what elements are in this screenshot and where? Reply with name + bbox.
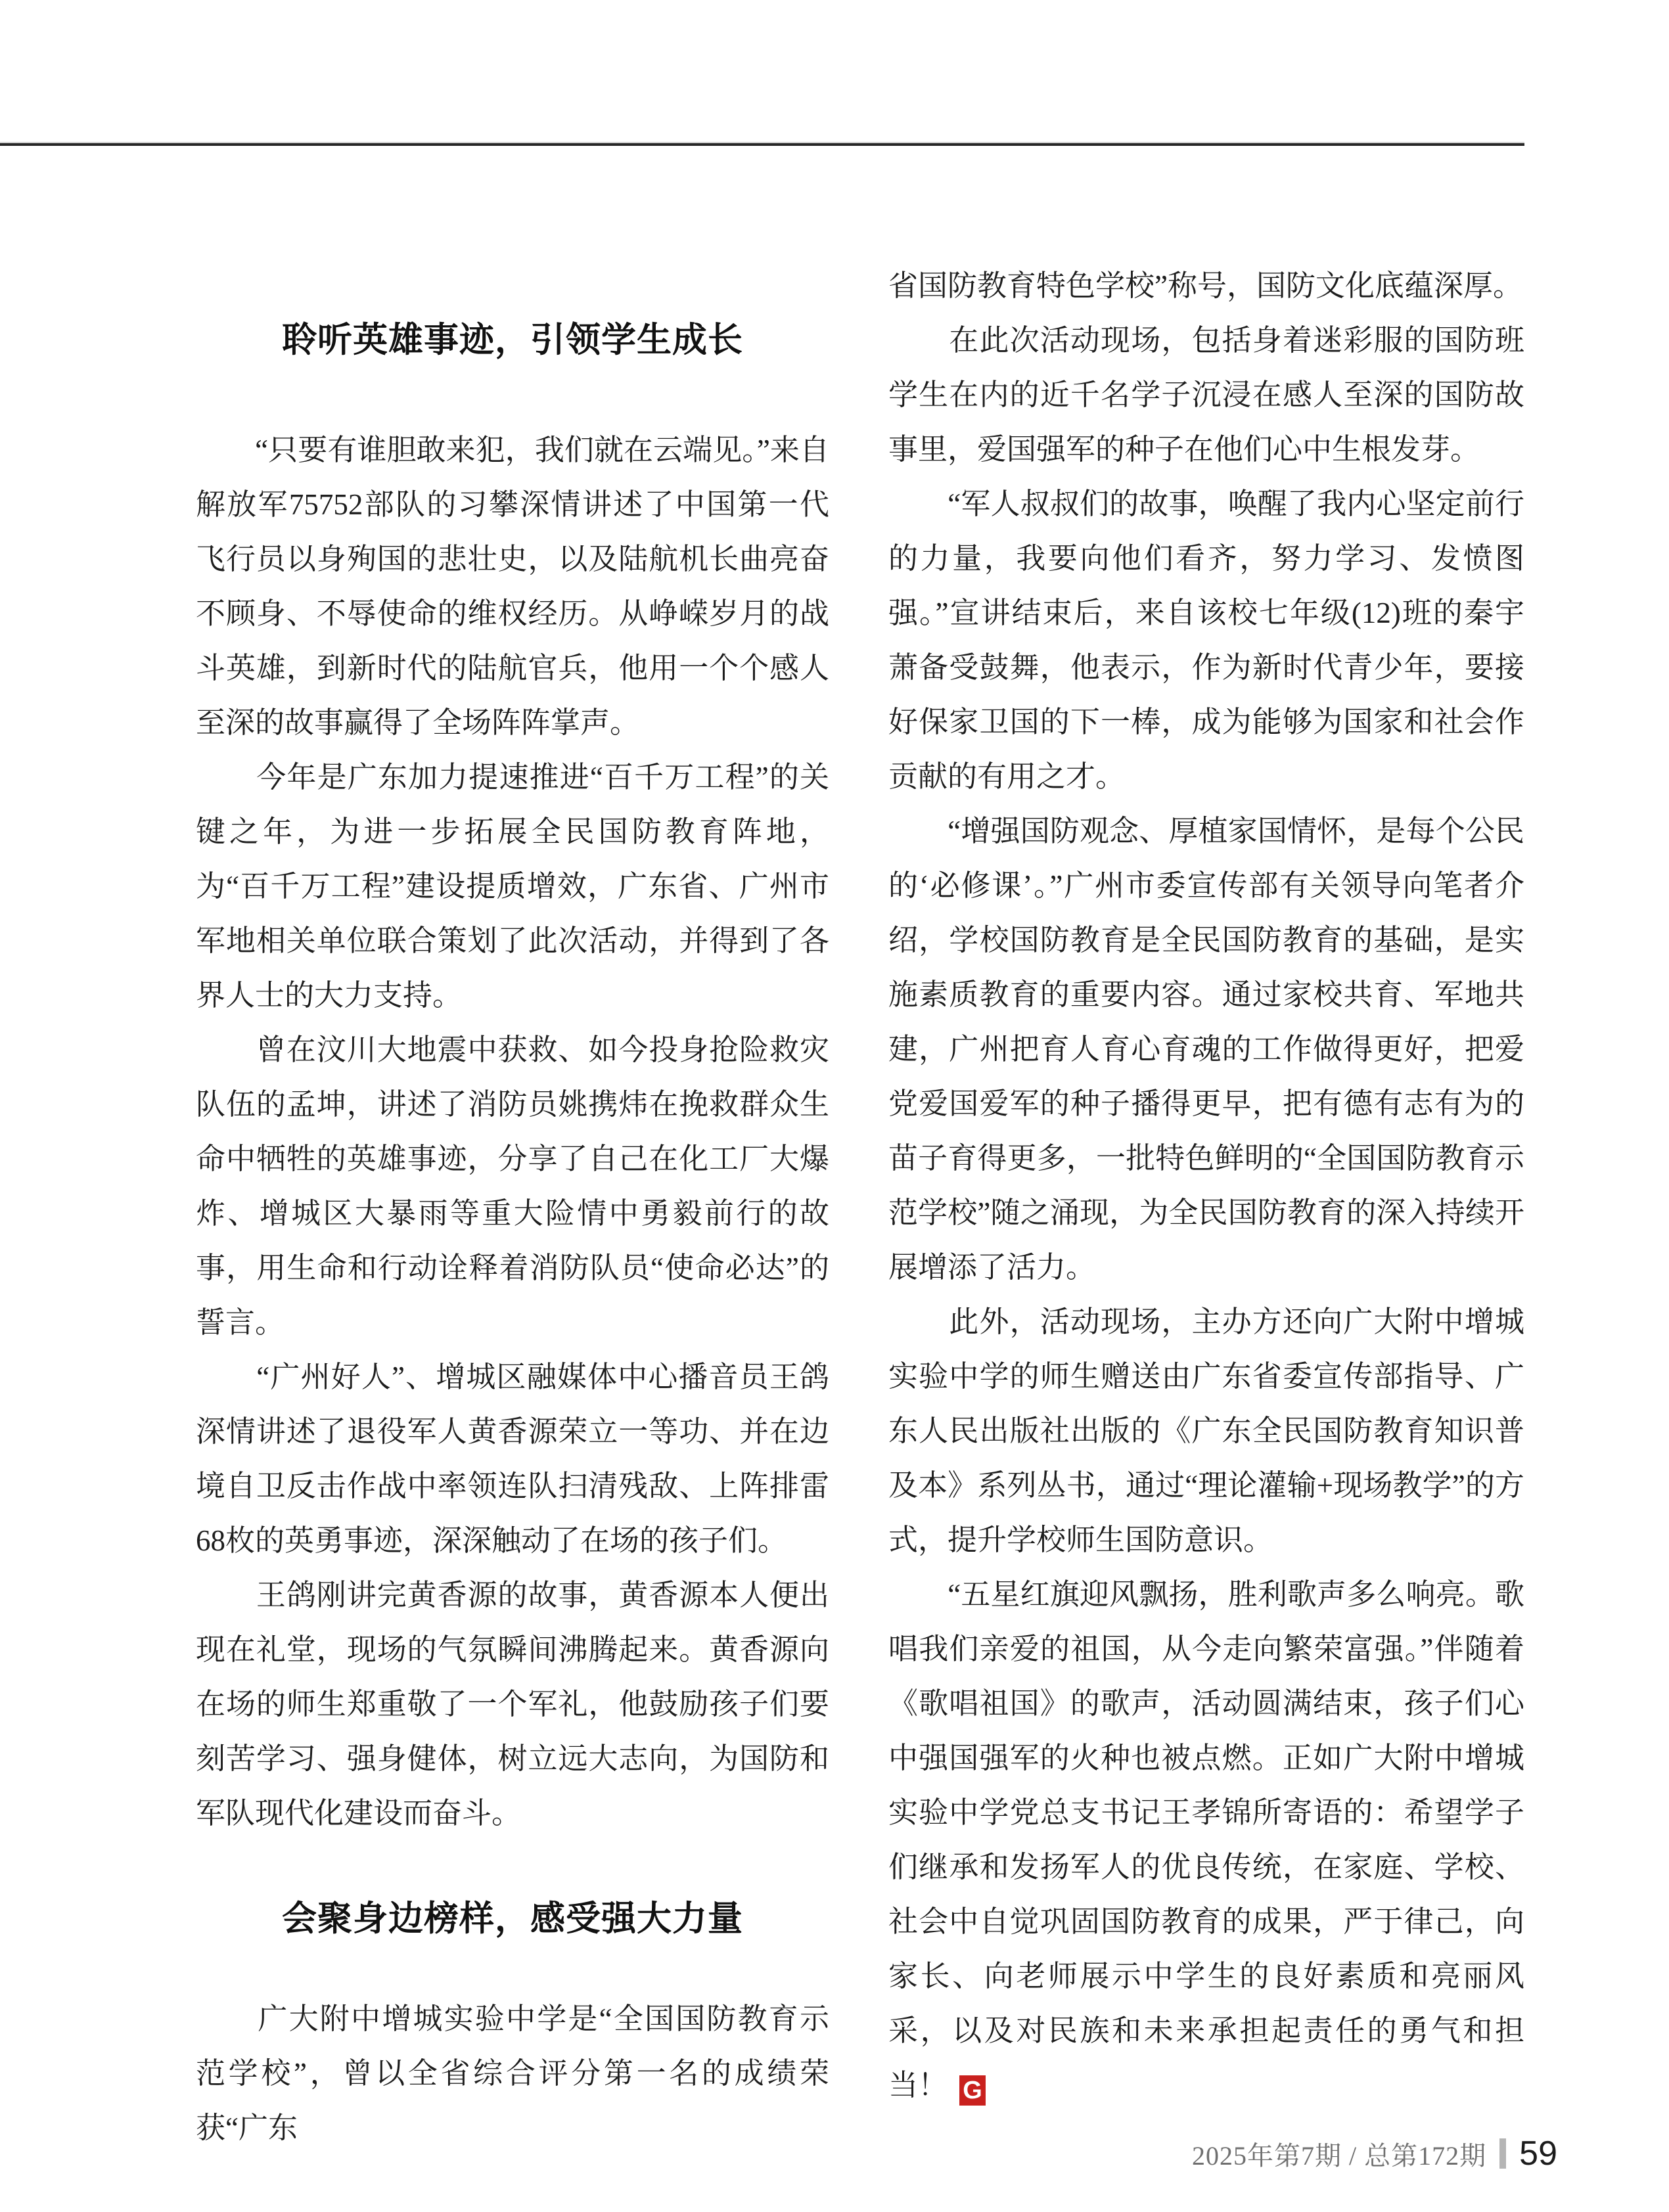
- article-subheading: 会聚身边榜样，感受强大力量: [282, 1899, 743, 1938]
- paragraph: “只要有谁胆敢来犯，我们就在云端见。”来自解放军75752部队的习攀深情讲述了中国第一代飞行员以身殉国的悲壮史，以及陆航机长曲亮奋不顾身、不辱使命的维权经历。从峥嵘岁月的战斗英雄，到新时代的陆航官兵，他用一个个感人至深的故事赢得了全场阵阵掌声。: [196, 434, 829, 739]
- paragraph: “广州好人”、增城区融媒体中心播音员王鸽深情讲述了退役军人黄香源荣立一等功、并在边境自卫反击作战中率领连队扫清残敌、上阵排雷68枚的英勇事迹，深深触动了在场的孩子们。: [196, 1361, 829, 1557]
- left-column: [196, 317, 829, 2156]
- paragraph: 广大附中增城实验中学是“全国国防教育示范学校”，曾以全省综合评分第一名的成绩荣获“广东: [196, 2002, 829, 2144]
- paragraph: 今年是广东加力提速推进“百千万工程”的关键之年，为进一步拓展全民国防教育阵地，为“百千万工程”建设提质增效，广东省、广州市军地相关单位联合策划了此次活动，并得到了各界人士的大力支持。: [196, 761, 829, 1012]
- paragraph: 王鸽刚讲完黄香源的故事，黄香源本人便出现在礼堂，现场的气氛瞬间沸腾起来。黄香源向在场的师生郑重敬了一个军礼，他鼓励孩子们要刻苦学习、强身健体，树立远大志向，为国防和军队现代化建设而奋斗。: [196, 1579, 829, 1830]
- paragraph: “军人叔叔们的故事，唤醒了我内心坚定前行的力量，我要向他们看齐，努力学习、发愤图强。”宣讲结束后，来自该校七年级(12)班的秦宇萧备受鼓舞，他表示，作为新时代青少年，要接好保家卫国的下一棒，成为能够为国家和社会作贡献的有用之才。: [888, 487, 1524, 793]
- paragraph: 在此次活动现场，包括身着迷彩服的国防班学生在内的近千名学子沉浸在感人至深的国防故事里，爱国强军的种子在他们心中生根发芽。: [888, 324, 1524, 466]
- footer-page-number: 59: [1519, 2134, 1557, 2173]
- paragraph: 省国防教育特色学校”称号，国防文化底蕴深厚。: [888, 269, 1522, 302]
- article-end-mark: G: [959, 2075, 986, 2106]
- top-rule-divider: [0, 142, 1524, 146]
- left-column-paragraphs-after-subheading: [196, 1992, 829, 2156]
- left-column-paragraphs: [196, 423, 829, 1841]
- paragraph: 此外，活动现场，主办方还向广大附中增城实验中学的师生赠送由广东省委宣传部指导、广东人民出版社出版的《广东全民国防教育知识普及本》系列丛书，通过“理论灌输+现场教学”的方式，提升学校师生国防意识。: [888, 1305, 1524, 1556]
- article-heading: 聆听英雄事迹，引领学生成长: [282, 321, 743, 359]
- right-column: [888, 259, 1524, 2113]
- footer-divider-bar: [1499, 2138, 1506, 2169]
- final-paragraph-text: “五星红旗迎风飘扬，胜利歌声多么响亮。歌唱我们亲爱的祖国，从今走向繁荣富强。”伴随着《歌唱祖国》的歌声，活动圆满结束，孩子们心中强国强军的火种也被点燃。正如广大附中增城实验中学党总支书记王孝锦所寄语的：希望学子们继承和发扬军人的优良传统，在家庭、学校、社会中自觉巩固国防教育的成果，严于律己，向家长、向老师展示中学生的良好素质和亮丽风采，以及对民族和未来承担起责任的勇气和担当！: [888, 1578, 1524, 2102]
- right-column-paragraphs: [888, 259, 1524, 1568]
- paragraph: “增强国防观念、厚植家国情怀，是每个公民的‘必修课’。”广州市委宣传部有关领导向笔者介绍，学校国防教育是全民国防教育的基础，是实施素质教育的重要内容。通过家校共育、军地共建，广州把育人育心育魂的工作做得更好，把爱党爱国爱军的种子播得更早，把有德有志有为的苗子育得更多，一批特色鲜明的“全国国防教育示范学校”随之涌现，为全民国防教育的深入持续开展增添了活力。: [888, 815, 1524, 1284]
- final-paragraph: [888, 1568, 1524, 2113]
- paragraph: 曾在汶川大地震中获救、如今投身抢险救灾队伍的孟坤，讲述了消防员姚携炜在挽救群众生命中牺牲的英雄事迹，分享了自己在化工厂大爆炸、增城区大暴雨等重大险情中勇毅前行的故事，用生命和行动诠释着消防队员“使命必达”的誓言。: [196, 1033, 829, 1339]
- page-footer: [1192, 2134, 1557, 2173]
- footer-issue-info: 2025年第7期 / 总第172期: [1192, 2140, 1487, 2171]
